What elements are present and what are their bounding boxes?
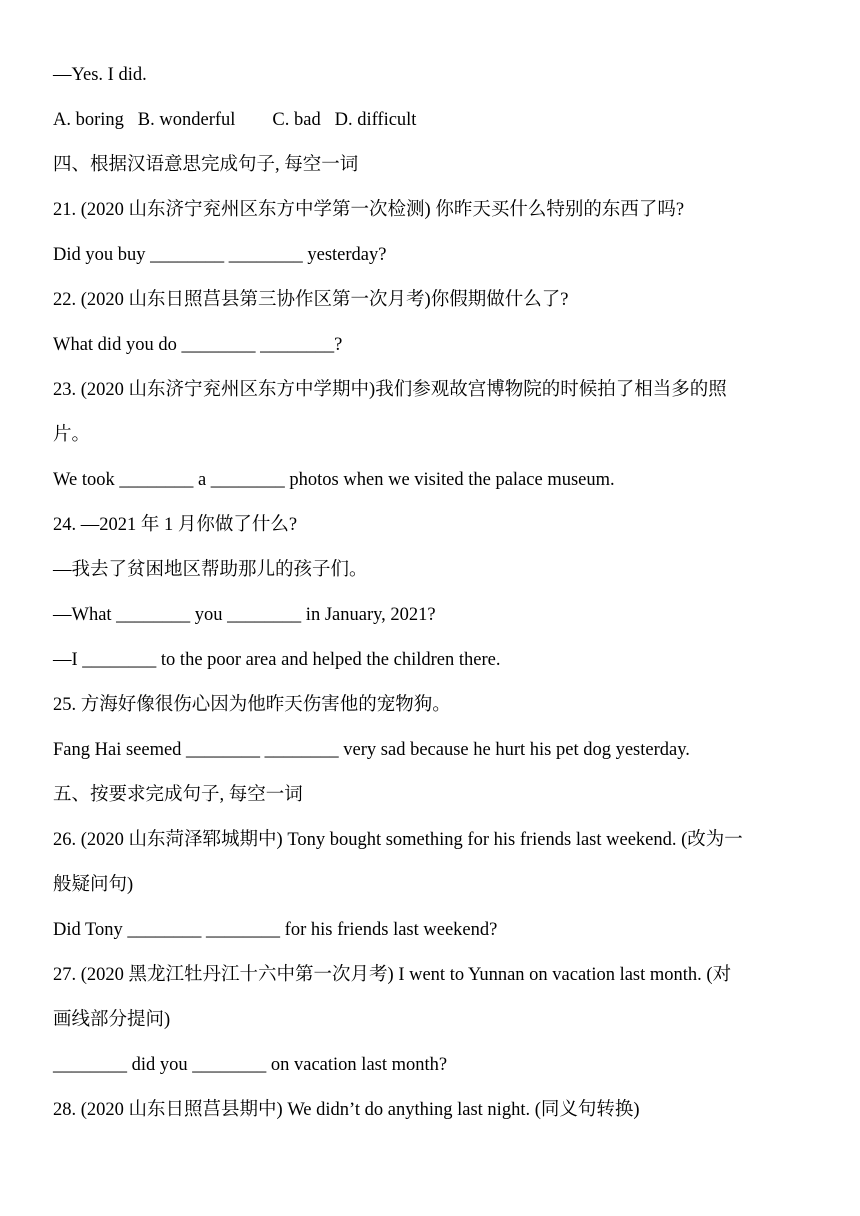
question-22-sentence: What did you do ________ ________? (53, 335, 343, 355)
question-24-prompt-answer: —我去了贫困地区帮助那儿的孩子们。 (53, 560, 368, 580)
question-27-prompt-continued: 画线部分提问) (53, 1010, 171, 1030)
question-23-prompt-continued: 片。 (53, 425, 91, 445)
question-23-sentence: We took ________ a ________ photos when we visited the palace museum. (53, 470, 615, 490)
question-21-prompt: 21. (2020 山东济宁兖州区东方中学第一次检测) 你昨天买什么特别的东西了吗? (53, 200, 685, 220)
question-23-prompt: 23. (2020 山东济宁兖州区东方中学期中)我们参观故宫博物院的时候拍了相当多的照 (53, 380, 727, 400)
question-24-prompt: 24. —2021 年 1 月你做了什么? (53, 515, 298, 535)
answer-line: —Yes. I did. (53, 65, 147, 85)
question-28-prompt: 28. (2020 山东日照莒县期中) We didn’t do anything last night. (同义句转换) (53, 1100, 640, 1120)
options-line: A. boring B. wonderful C. bad D. difficult (53, 110, 417, 130)
question-27-sentence: ________ did you ________ on vacation last month? (53, 1055, 448, 1075)
question-26-sentence: Did Tony ________ ________ for his friends last weekend? (53, 920, 498, 940)
section-heading-4: 四、根据汉语意思完成句子, 每空一词 (53, 155, 359, 175)
question-24-sentence-b: —I ________ to the poor area and helped the children there. (53, 650, 501, 670)
question-25-sentence: Fang Hai seemed ________ ________ very sad because he hurt his pet dog yesterday. (53, 740, 690, 760)
question-21-sentence: Did you buy ________ ________ yesterday? (53, 245, 387, 265)
section-heading-5: 五、按要求完成句子, 每空一词 (53, 785, 303, 805)
question-24-sentence-a: —What ________ you ________ in January, 2021? (53, 605, 436, 625)
question-22-prompt: 22. (2020 山东日照莒县第三协作区第一次月考)你假期做什么了? (53, 290, 569, 310)
question-25-prompt: 25. 方海好像很伤心因为他昨天伤害他的宠物狗。 (53, 695, 451, 715)
question-27-prompt: 27. (2020 黑龙江牡丹江十六中第一次月考) I went to Yunnan on vacation last month. (对 (53, 965, 732, 985)
question-26-prompt: 26. (2020 山东菏泽郓城期中) Tony bought something for his friends last weekend. (改为一 (53, 830, 743, 850)
question-26-prompt-continued: 般疑问句) (53, 875, 134, 895)
